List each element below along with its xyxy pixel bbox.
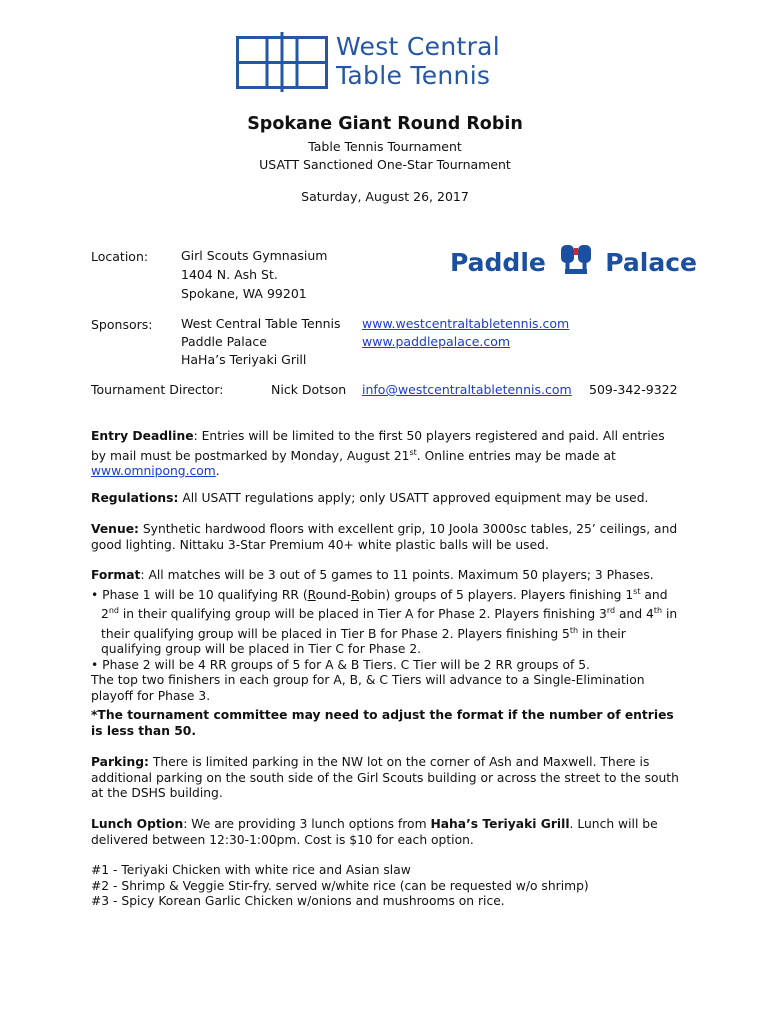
format-outro: The top two finishers in each group for A, B, & C Tiers will advance to a Single-Elimination playoff for Phase 3. [91, 673, 645, 703]
director-name: Nick Dotson [271, 382, 347, 397]
sponsor-link-2[interactable]: www.paddlepalace.com [362, 334, 511, 349]
director-phone: 509-342-9322 [589, 382, 678, 397]
location-label: Location: [91, 249, 149, 264]
regulations-label: Regulations: [91, 491, 179, 505]
sponsor-2: Paddle Palace [181, 334, 267, 349]
logo-line2: Table Tennis [336, 61, 491, 90]
subtitle-2: USATT Sanctioned One-Star Tournament [259, 157, 511, 172]
paddle-palace-logo-right: Palace [605, 248, 698, 277]
format-label: Format [91, 568, 141, 582]
page-title: Spokane Giant Round Robin [247, 114, 523, 134]
location-line-3: Spokane, WA 99201 [181, 286, 307, 301]
logo-line1: West Central [336, 32, 501, 61]
paddle-palace-logo-left: Paddle [450, 248, 546, 277]
west-central-logo-icon [236, 31, 328, 93]
subtitle-1: Table Tennis Tournament [308, 139, 462, 154]
parking: Parking: There is limited parking in the NW lot on the corner of Ash and Maxwell. There is additional parking on the south side of the Girl Scouts building or across the street to the south at the DSHS building. [91, 755, 679, 800]
venue: Venue: Synthetic hardwood floors with excellent grip, 10 Joola 3000sc tables, 25’ ceilings, and good lighting. Nittaku 3-Star Premium 40+ white plastic balls will be used. [91, 522, 678, 552]
sponsor-link-1[interactable]: www.westcentraltabletennis.com [362, 316, 570, 331]
event-date: Saturday, August 26, 2017 [301, 189, 469, 204]
location-line-2: 1404 N. Ash St. [181, 267, 278, 282]
venue-label: Venue: [91, 522, 139, 536]
format-bullet-2: • Phase 2 will be 4 RR groups of 5 for A & B Tiers. C Tier will be 2 RR groups of 5. [91, 657, 590, 672]
location-line-1: Girl Scouts Gymnasium [181, 248, 328, 263]
format-note: *The tournament committee may need to adjust the format if the number of entries is less than 50. [91, 708, 674, 738]
lunch-option: Lunch Option: We are providing 3 lunch options from Haha’s Teriyaki Grill. Lunch will be delivered between 12:30-1:00pm. Cost is $10 for each option. [91, 817, 658, 847]
paddle-palace-logo [450, 244, 697, 277]
paddle-icon [559, 244, 593, 276]
sponsor-3: HaHa’s Teriyaki Grill [181, 352, 307, 367]
format-bullet-1: • Phase 1 will be 10 qualifying RR (Round-Robin) groups of 5 players. Players finishing 1st and 2nd in their qualifying group will be placed in Tier A for Phase 2. Players finishing 3rd and 4th in their qualifying group will be placed in Tier B for Phase 2. Players finishing 5th in their qualifying group will be placed in Tier C for Phase 2. [91, 586, 678, 657]
lunch-options-list [91, 863, 681, 910]
sponsors-label: Sponsors: [91, 317, 153, 332]
parking-label: Parking: [91, 755, 149, 769]
entry-label: Entry Deadline [91, 429, 194, 443]
director-label: Tournament Director: [91, 382, 224, 397]
format: Format: All matches will be 3 out of 5 games to 11 points. Maximum 50 players; 3 Phases. • Phase 1 will be 10 qualifying RR (Round-Robin) groups of 5 players. Players finishing 1st and 2nd in their qualifying group will be placed in Tier A for Phase 2. Players finishing 3rd and 4th in their qualifying group will be placed in Tier B for Phase 2. Players finishing 5th in their qualifying group will be placed in Tier C for Phase 2. • Phase 2 will be 4 RR groups of 5 for A & B Tiers. C Tier will be 2 RR groups of 5. The top two finishers in each group for A, B, & C Tiers will advance to a Single-Elimination playoff for Phase 3. [91, 568, 681, 704]
omnipong-link[interactable]: www.omnipong.com [91, 464, 216, 479]
sponsor-1: West Central Table Tennis [181, 316, 341, 331]
lunch-option-3: #3 - Spicy Korean Garlic Chicken w/onions and mushrooms on rice. [91, 894, 505, 908]
lunch-label: Lunch Option [91, 817, 184, 831]
entry-deadline: Entry Deadline: Entries will be limited to the first 50 players registered and paid. All entries by mail must be postmarked by Monday, August 21st. Online entries may be made at www.omnipong.com. [91, 429, 665, 479]
director-email[interactable]: info@westcentraltabletennis.com [362, 382, 572, 397]
lunch-option-1: #1 - Teriyaki Chicken with white rice and Asian slaw [91, 863, 411, 877]
lunch-option-2: #2 - Shrimp & Veggie Stir-fry. served w/white rice (can be requested w/o shrimp) [91, 878, 589, 893]
regulations: Regulations: All USATT regulations apply; only USATT approved equipment may be used. [91, 491, 649, 505]
